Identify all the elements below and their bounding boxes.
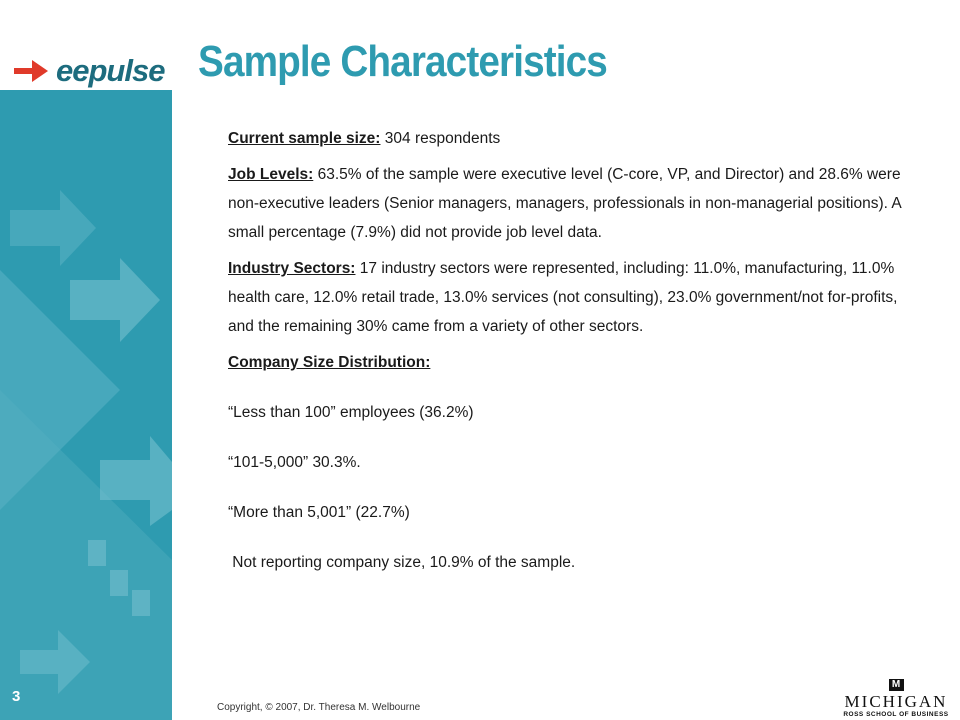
logo-text: eepulse (56, 53, 165, 88)
sample-size-label: Current sample size: (228, 130, 381, 147)
company-size-line: “101-5,000” 30.3%. (228, 454, 361, 471)
decorative-sidebar (0, 90, 172, 720)
sample-size-text: 304 respondents (380, 130, 501, 147)
logo-arrow-icon (14, 58, 54, 84)
company-size-line: “More than 5,001” (22.7%) (228, 504, 410, 521)
job-levels-text: 63.5% of the sample were executive level (C-core, VP, and Director) and 28.6% were non-executive leaders (Senior managers, managers, professionals in non-managerial positions). A small percentage (7.9%) did not provide job level data. (228, 166, 901, 241)
eepulse-logo (14, 52, 164, 90)
industry-sectors-label: Industry Sectors: (228, 260, 356, 277)
slide-title: Sample Characteristics (198, 37, 607, 86)
university-name: MICHIGAN (844, 692, 948, 711)
industry-sectors-paragraph (228, 254, 908, 341)
copyright-text: Copyright, © 2007, Dr. Theresa M. Welbourne (217, 702, 421, 713)
industry-sectors-text: 17 industry sectors were represented, including: 11.0%, manufacturing, 11.0% health care, 12.0% retail trade, 13.0% services (not consulting), 23.0% government/not for-profits, and the remaining 30% came from a variety of other sectors. (228, 260, 898, 335)
company-size-line: Not reporting company size, 10.9% of the sample. (228, 554, 576, 571)
school-name: ROSS SCHOOL OF BUSINESS (843, 711, 949, 718)
sidebar-arrows-icon (0, 90, 172, 720)
company-size-label: Company Size Distribution: (228, 354, 431, 371)
company-size-heading (228, 348, 908, 377)
job-levels-paragraph (228, 160, 908, 247)
michigan-ross-logo (834, 674, 958, 718)
page-number: 3 (12, 688, 21, 705)
slide-content (228, 124, 908, 598)
sample-size-paragraph (228, 124, 908, 153)
job-levels-label: Job Levels: (228, 166, 314, 183)
block-m-icon: M (889, 679, 904, 691)
company-size-line: “Less than 100” employees (36.2%) (228, 404, 474, 421)
